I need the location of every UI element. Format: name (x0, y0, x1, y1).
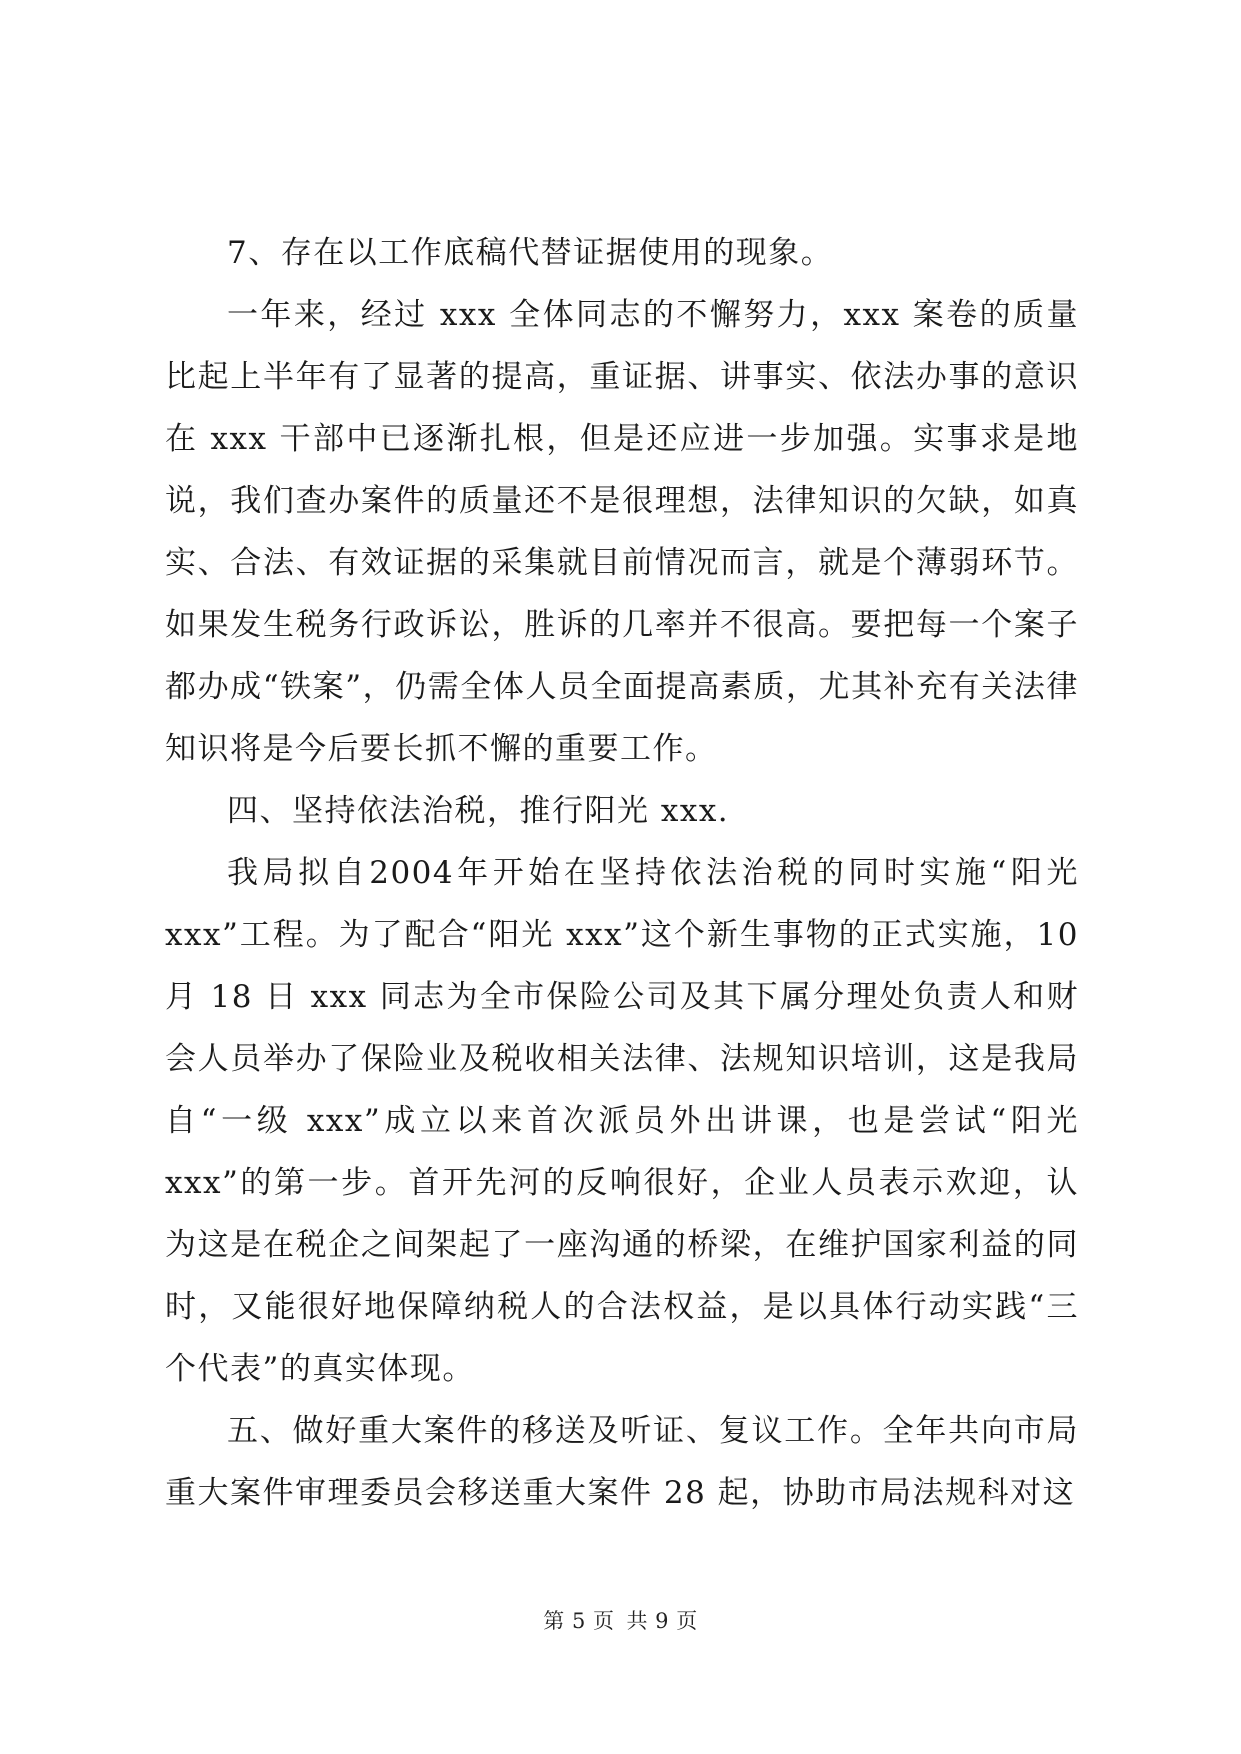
section-heading-four: 四、坚持依法治税，推行阳光 xxx. (227, 793, 730, 829)
section-heading-five: 五、做好重大案件的移送及听证、复议工作。全年共向市局重大案件审理委员会移送重大案件 28 起，协助市局法规科对这 (165, 1413, 1079, 1511)
paragraph-case-quality: 一年来，经过 xxx 全体同志的不懈努力，xxx 案卷的质量比起上半年有了显著的提高，重证据、讲事实、依法办事的意识在 xxx 干部中已逐渐扎根，但是还应进一步加强。实事求是地说，我们查办案件的质量还不是很理想，法律知识的欠缺，如真实、合法、有效证据的采集就目前情况而言，就是个薄弱环节。如果发生税务行政诉讼，胜诉的几率并不很高。要把每一个案子都办成“铁案”，仍需全体人员全面提高素质，尤其补充有关法律知识将是今后要长抓不懈的重要工作。 (165, 297, 1079, 767)
document-body (165, 222, 1079, 1524)
page-total: 共 9 页 (626, 1609, 698, 1633)
paragraph-sunshine-project: 我局拟自2004年开始在坚持依法治税的同时实施“阳光 xxx”工程。为了配合“阳光 xxx”这个新生事物的正式实施，10 月 18 日 xxx 同志为全市保险公司及其下属分理处负责人和财会人员举办了保险业及税收相关法律、法规知识培训，这是我局自“一级 xxx”成立以来首次派员外出讲课，也是尝试“阳光 xxx”的第一步。首开先河的反响很好，企业人员表示欢迎，认为这是在税企之间架起了一座沟通的桥梁，在维护国家利益的同时，又能很好地保障纳税人的合法权益，是以具体行动实践“三个代表”的真实体现。 (165, 855, 1079, 1387)
page-number: 第 5 页 (543, 1609, 615, 1633)
paragraph-item-7: 7、存在以工作底稿代替证据使用的现象。 (227, 235, 834, 271)
page-footer (0, 1605, 1241, 1635)
